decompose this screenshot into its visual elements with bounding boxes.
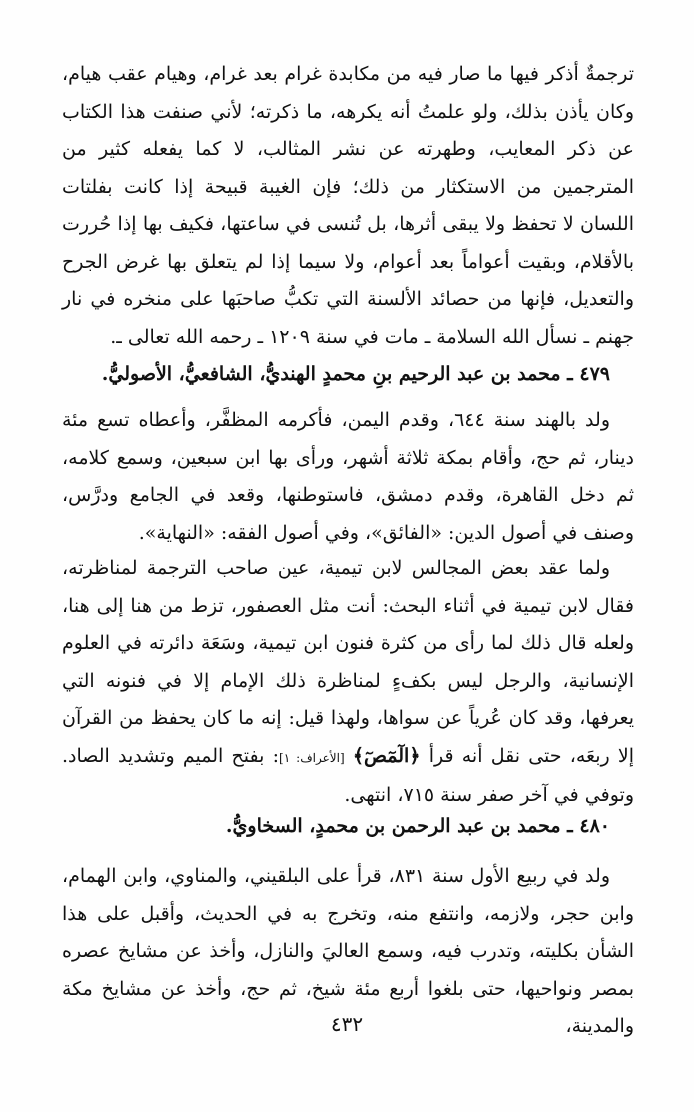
entry-heading-text: ٤٧٩ ـ محمد بن عبد الرحيم بنِ محمدٍ الهنديُّ، الشافعيُّ، الأصوليُّ. xyxy=(101,363,610,385)
page-number: ٤٣٢ xyxy=(330,1012,364,1036)
paragraph-text xyxy=(62,550,634,815)
paragraph-text: ولد بالهند سنة ٦٤٤، وقدم اليمن، فأكرمه المظفَّر، وأعطاه تسع مئة دينار، ثم حج، وأقام بمكة ثلاثة أشهر، ورأى بها ابن سبعين، وسمع كلامه، ثم دخل القاهرة، وقدم دمشق، فاستوطنها، وقعد في الجامع ودرَّس، وصنف في أصول الدين: «الفائق»، وفي أصول الفقه: «النهاية». xyxy=(62,409,634,544)
quran-word: ﴿الٓمٓصٓ﴾ xyxy=(352,744,421,767)
paragraph-text-start: ولما عقد بعض المجالس لابن تيمية، عين صاحب الترجمة لمناظرته، فقال لابن تيمية في أثناء البحث: أنت مثل العصفور، تزط من هنا إلى هنا، ولعله قال ذلك لما رأى من كثرة فنون ابن تيمية، وسَعَة دائرته في العلوم الإنسانية، والرجل ليس بكفءٍ لمناظرة ذلك الإمام إلا في فنونه التي يعرفها، وقد كان عُرياً عن سواها، ولهذا قيل: إنه ما كان يحفظ من القرآن إلا ربعَه، حتى نقل أنه قرأ xyxy=(62,557,634,767)
entry-479-paragraph-1 xyxy=(62,402,634,552)
paragraph-continuation xyxy=(62,56,634,356)
quran-citation: [الأعراف: ١] xyxy=(279,750,345,765)
paragraph-text: ولد في ربيع الأول سنة ٨٣١، قرأ على البلقيني، والمناوي، وابن الهمام، وابن حجر، ولازمه، وانتفع منه، وتخرج به في الحديث، وأقبل على هذا الشأن بكليته، وتدرب فيه، وسمع العاليَ والنازل، وأخذ عن مشايخ عصره بمصر ونواحيها، حتى بلغوا أربع مئة شيخ، ثم حج، وأخذ عن مشايخ مكة والمدينة، xyxy=(62,865,634,1037)
entry-heading-text: ٤٨٠ ـ محمد بن عبد الرحمن بن محمدٍ، السخاويُّ. xyxy=(225,815,610,837)
paragraph-text: ترجمةٌ أذكر فيها ما صار فيه من مكابدة غرام بعد غرام، وهيام عقب هيام، وكان يأذن بذلك، ولو علمتُ أنه يكرهه، ما ذكرته؛ لأني صنفت هذا الكتاب عن ذكر المعايب، وطهرته عن نشر المثالب، لا كما يفعله كثير من المترجمين من الاستكثار من ذلك؛ فإن الغيبة قبيحة إذا كانت بفلتات اللسان لا تحفظ ولا يبقى أثرها، بل تُنسى في ساعتها، فكيف بها إذا حُررت بالأقلام، وبقيت أعواماً بعد أعوام، ولا سيما إذا لم يتعلق بها غرض الجرح والتعديل، فإنها من حصائد الألسنة التي تكبُّ صاحبَها على منخره في نار جهنم ـ نسأل الله السلامة ـ مات في سنة ١٢٠٩ ـ رحمه الله تعالى ـ. xyxy=(62,63,634,348)
entry-heading-479 xyxy=(62,356,634,394)
entry-479-paragraph-2 xyxy=(62,550,634,815)
entry-heading-480 xyxy=(62,808,634,846)
paragraph-text-end: : بفتح الميم وتشديد الصاد. وتوفي في آخر صفر سنة ٧١٥، انتهى. xyxy=(62,744,634,806)
